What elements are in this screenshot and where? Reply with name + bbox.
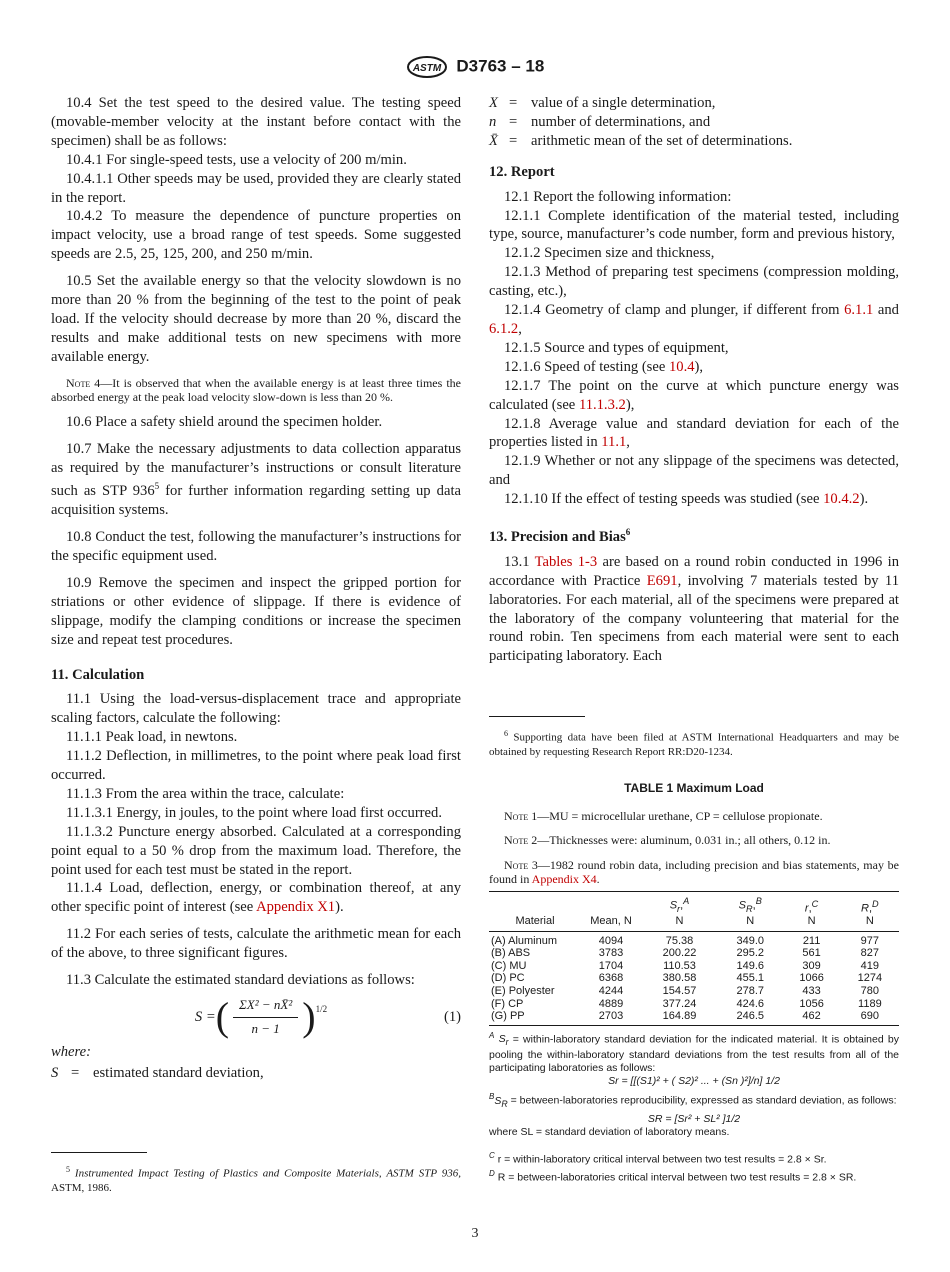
table-footnote-a-formula: Sr = [[(S1)² + ( S2)² ... + (Sn )²]/n] 1/2 [608,1075,780,1088]
para-12-1-5: 12.1.5 Source and types of equipment, [504,339,729,356]
table-footnote-b-formula: SR = [Sr² + SL² ]1/2 [647,1113,741,1126]
link-e691[interactable]: E691 [646,572,678,589]
para-11-3: 11.3 Calculate the estimated standard deviations as follows: [66,972,415,989]
designation: D3763 – 18 [456,56,545,76]
link-tables-1-3[interactable]: Tables 1-3 [534,553,598,570]
equation-number: (1) [443,1008,461,1025]
table-row: (F) CP 4889 377.24 424.6 1056 1189 [491,997,882,1010]
def-S: S = estimated standard deviation, [51,1064,264,1081]
heading-12: 12. Report [489,163,555,180]
para-11-1-2: 11.1.2 Deflection, in millimetres, to the point where peak load first occurred. [51,748,461,784]
astm-logo-icon [406,56,448,78]
link-6-1-2[interactable]: 6.1.2 [489,320,519,337]
table-row: (E) Polyester 4244 154.57 278.7 433 780 [491,985,880,998]
where-label: where: [51,1043,91,1060]
para-10-4-2: 10.4.2 To measure the dependence of puncture properties on impact velocity, use a broad range of test speeds. Some suggested speeds are 2.5, 25, 125, 200, and 250 m/min. [51,208,461,263]
para-10-4-1: 10.4.1 For single-speed tests, use a velocity of 200 m/min. [66,151,407,168]
table-row: (G) PP 2703 164.89 246.5 462 690 [489,1010,899,1025]
table-row: (C) MU 1704 110.53 149.6 309 419 [491,959,880,972]
footnote-6: $^6$ Supporting data have been filed at ASTM International Headquarters and may be obtained by requesting Research Report RR:D20-1234. [489,729,899,758]
table-1 [489,891,899,1026]
link-appendix-x1[interactable]: Appendix X1 [256,899,336,916]
col-sr: $S_r,^A$ N [641,891,718,931]
left-column [51,94,461,1083]
para-12-1: 12.1 Report the following information: [504,188,732,205]
para-12-1-9: 12.1.9 Whether or not any slippage of the specimens was detected, and [489,453,899,489]
link-11-1[interactable]: 11.1 [601,434,627,451]
para-12-1-6: 12.1.6 Speed of testing (see 10.4), [504,358,704,375]
para-10-4: 10.4 Set the test speed to the desired value. The testing speed (movable-member velocity at the instant before contact with the specimen) shall be as follows: [51,95,461,149]
para-10-6: 10.6 Place a safety shield around the specimen holder. [66,413,383,430]
para-11-1-3-2: 11.1.3.2 Puncture energy absorbed. Calculated at a corresponding point equal to a 50 % drop from the maximum load. Therefore, the point used for each test must be stated in the report. [51,823,461,878]
para-11-1-3: 11.1.3 From the area within the trace, calculate: [66,785,345,802]
link-10-4[interactable]: 10.4 [668,358,695,375]
heading-11: 11. Calculation [51,666,145,683]
table-footnote-c: $^C$ r = within-laboratory critical interval between two test results = 2.8 × Sr. [489,1151,827,1166]
para-11-1-4: 11.1.4 Load, deflection, energy, or combination thereof, at any other specific point of interest (see Appendix X1). [51,880,461,916]
para-10-4-1-1: 10.4.1.1 Other speeds may be used, provided they are clearly stated in the report. [51,170,461,206]
table-note-2: Note 2—Thicknesses were: aluminum, 0.031 in.; all others, 0.12 in. [504,833,831,848]
equation-1: S = ( $\frac{\text{ΣX² − nX̄²}}{n - 1}$ ) $^{1/2}$ (1) [194,994,461,1040]
para-12-1-8: 12.1.8 Average value and standard deviation for each of the properties listed in 11.1, [489,415,899,451]
para-12-1-7: 12.1.7 The point on the curve at which puncture energy was calculated (see 11.1.3.2), [489,377,899,413]
table-footnote-b-where: where SL = standard deviation of laboratory means. [489,1126,730,1139]
para-10-7: 10.7 Make the necessary adjustments to data collection apparatus as required by the manufacturer’s instructions or consult literature such as STP $936^5$ for further information regarding setting up data acquisition systems. [51,440,461,519]
para-12-1-2: 12.1.2 Specimen size and thickness, [504,245,715,262]
table-note-1: Note 1—MU = microcellular urethane, CP = cellulose propionate. [504,808,823,823]
link-appendix-x4[interactable]: Appendix X4 [531,872,597,887]
def-X: X = value of a single determination, [489,95,716,111]
para-10-9: 10.9 Remove the specimen and inspect the gripped portion for striations or other evidence of slippage. If there is evidence of slippage, modify the clamping conditions or increase the specimen size and repeat test procedures. [51,574,461,648]
para-12-1-3: 12.1.3 Method of preparing test specimens (compression molding, casting, etc.), [489,264,899,300]
table-row: (A) Aluminum 4094 75.38 349.0 211 977 [491,934,880,947]
page-header [0,56,950,78]
right-lower-block [489,716,899,1184]
col-material: Material [489,891,581,931]
table-note-3: Note 3—1982 round robin data, including precision and bias statements, may be found in Appendix X4. [489,857,899,887]
footnote-rule [51,1152,147,1153]
col-sR: $S_R,^B$ N [718,891,782,931]
note-4: Note 4—It is observed that when the available energy is at least three times the absorbed energy at the peak load velocity slow-down is less than 20 %. [51,375,461,405]
table-row: (B) ABS 3783 200.22 295.2 561 827 [491,947,880,960]
footnote-rule [489,716,585,717]
right-column [489,94,899,666]
para-12-1-10: 12.1.10 If the effect of testing speeds was studied (see 10.4.2). [504,491,869,508]
link-11-1-3-2[interactable]: 11.1.3.2 [578,396,626,413]
table-footnote-b: $^BS_R$ = between-laboratories reproducibility, expressed as standard deviation, as follows: [489,1092,897,1110]
para-11-2: 11.2 For each series of tests, calculate the arithmetic mean for each of the above, to three significant figures. [51,926,461,962]
table-row: (D) PC 6368 380.58 455.1 1066 1274 [491,972,883,985]
para-11-1-1: 11.1.1 Peak load, in newtons. [66,729,238,746]
heading-13: 13. Precision and Bias$^6$ [489,527,631,545]
link-10-4-2[interactable]: 10.4.2 [823,491,860,508]
para-10-8: 10.8 Conduct the test, following the manufacturer’s instructions for the specific equipment used. [51,529,461,564]
svg-text:ASTM: ASTM [412,63,441,74]
para-10-5: 10.5 Set the available energy so that the velocity slowdown is no more than 20 % from the beginning of the test to the point of peak load. If the velocity should decrease by more than 20 %, discard the results and make additional tests on new specimens with more available energy. [51,273,461,365]
link-6-1-1[interactable]: 6.1.1 [844,302,874,319]
def-X-bar: X̄ = arithmetic mean of the set of determinations. [489,132,793,149]
page-number: 3 [471,1226,479,1241]
table-footnote-d: $^D$ R = between-laboratories critical interval between two test results = 2.8 × SR. [489,1168,857,1184]
col-mean: Mean, N [581,891,641,931]
para-11-1: 11.1 Using the load-versus-displacement trace and appropriate scaling factors, calculate the following: [51,691,461,727]
table-footnote-a: $^A$ $S_r$ = within-laboratory standard deviation for the indicated material. It is obtained by pooling the within-laboratory standard deviations from the test results from all of the participating laboratories as follows: [489,1030,900,1075]
footnote-5: $^5$ Instrumented Impact Testing of Plastics and Composite Materials, ASTM STP 936, ASTM, 1986. [51,1152,461,1195]
para-12-1-1: 12.1.1 Complete identification of the material tested, including type, source, manufacturer’s code number, form and previous history, [489,207,899,243]
table-1-title: TABLE 1 Maximum Load [624,780,764,795]
table-header-row [489,891,899,931]
def-n: n = number of determinations, and [489,113,711,130]
para-11-1-3-1: 11.1.3.1 Energy, in joules, to the point where load first occurred. [66,804,442,821]
col-r: r,$^C$ N [782,891,840,931]
col-R: R,$^D$ N [841,891,899,931]
para-13-1: 13.1 Tables 1-3 are based on a round robin conducted in 1996 in accordance with Practice E691, involving 7 materials tested by 11 laboratories. For each material, all of the specimens were prepared at the laboratory of the company volunteering that material for the round robin. Ten specimens from each material were sent to each participating laboratory. Each [489,553,900,665]
para-12-1-4: 12.1.4 Geometry of clamp and plunger, if different from 6.1.1 and 6.1.2, [489,302,899,337]
